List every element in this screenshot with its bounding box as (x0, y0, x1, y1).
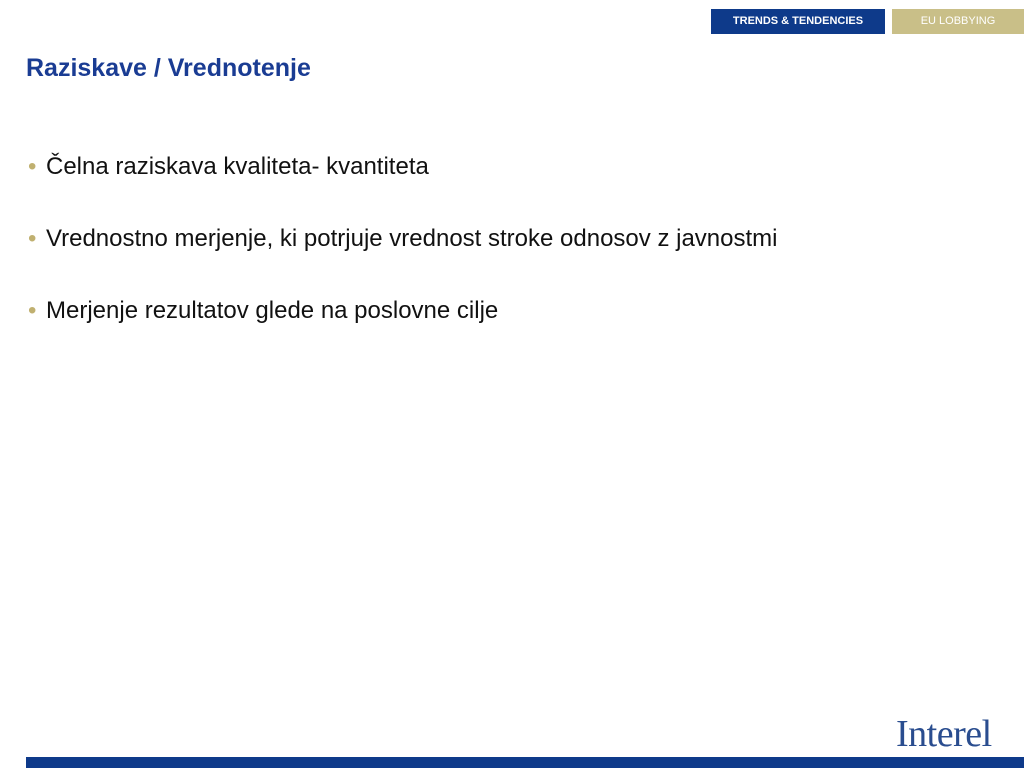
bullet-item (0, 222, 1024, 256)
bullet-text: Čelna raziskava kvaliteta- kvantiteta (46, 153, 429, 180)
footer-bar (26, 757, 1024, 768)
tab-eu-lobbying[interactable]: EU LOBBYING (892, 9, 1024, 34)
tab-trends-tendencies[interactable]: TRENDS & TENDENCIES (711, 9, 885, 34)
bullet-dot-icon: • (28, 225, 37, 252)
bullet-text: Vrednostno merjenje, ki potrjuje vrednost stroke odnosov z javnostmi (46, 225, 778, 252)
bullet-list (0, 150, 1024, 366)
bullet-item (0, 150, 1024, 184)
bullet-text: Merjenje rezultatov glede na poslovne cilje (46, 297, 499, 324)
bullet-item (0, 294, 1024, 328)
slide-title: Raziskave / Vrednotenje (26, 54, 311, 82)
interel-logo: Interel (896, 713, 992, 755)
bullet-dot-icon: • (28, 297, 37, 324)
bullet-dot-icon: • (28, 153, 37, 180)
